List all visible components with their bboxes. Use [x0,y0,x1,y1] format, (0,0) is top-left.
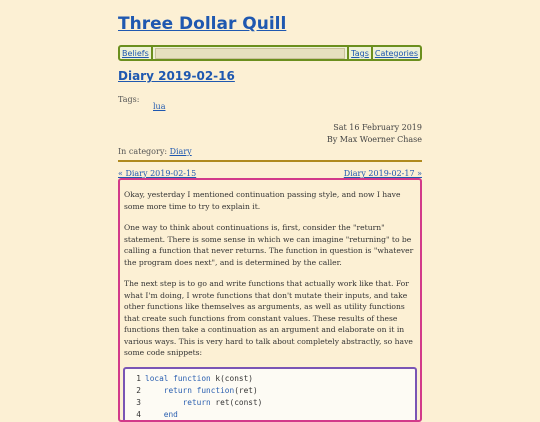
nav-divider [151,47,153,59]
code-text: ret(const) [211,397,263,409]
line-number: 4 [125,409,145,421]
code-keyword: return [183,397,211,409]
code-line [125,397,415,409]
code-keyword: local function [145,373,211,385]
line-number: 3 [125,397,145,409]
nav-beliefs-link[interactable]: Beliefs [120,49,151,58]
code-line [125,385,415,397]
code-indent [145,385,164,397]
header-divider [118,160,422,162]
code-line [125,373,415,385]
post-date: Sat 16 February 2019 [333,123,422,132]
tag-link-lua[interactable]: lua [153,102,165,111]
category-label: In category: [118,147,167,156]
site-title-link[interactable]: Three Dollar Quill [118,14,286,34]
prev-post-link[interactable]: « Diary 2019-02-15 [118,169,196,178]
line-number: 1 [125,373,145,385]
top-navbar [118,45,422,61]
next-post-link[interactable]: Diary 2019-02-17 » [344,169,422,178]
post-author: By Max Woerner Chase [327,135,422,144]
code-keyword: end [164,409,178,421]
post-title-link[interactable]: Diary 2019-02-16 [118,69,235,83]
post-category [118,147,192,156]
code-line [125,409,415,421]
line-number: 2 [125,385,145,397]
content-paragraph: One way to think about continuations is, first, consider the "return" statement. There is some sense in which we can imagine "returning" to be calling a function that never returns. The function in question is "whatever the program does next", and is determined by the caller. [124,222,416,268]
code-text: k(const) [211,373,253,385]
post-content [118,178,422,422]
code-indent [145,397,183,409]
code-block[interactable] [123,367,417,422]
tags-label: Tags: [118,95,139,104]
nav-search-bar[interactable] [155,48,345,59]
content-paragraph: Okay, yesterday I mentioned continuation passing style, and now I have some more time to try to explain it. [124,189,416,212]
nav-tags-link[interactable]: Tags [349,49,371,58]
code-text: (ret) [234,385,257,397]
nav-categories-link[interactable]: Categories [373,49,420,58]
content-paragraph: The next step is to go and write functions that actually work like that. For what I'm doing, I wrote functions that don't mutate their inputs, and take other functions like themselves as arguments, as well as utility functions that create such functions from constant values. These results of these functions then take a continuation as an argument and elaborate on it in various ways. This is very hard to talk about completely abstractly, so have some code snippets: [124,278,416,359]
category-link[interactable]: Diary [170,147,192,156]
code-indent [145,409,164,421]
code-keyword: return function [164,385,234,397]
